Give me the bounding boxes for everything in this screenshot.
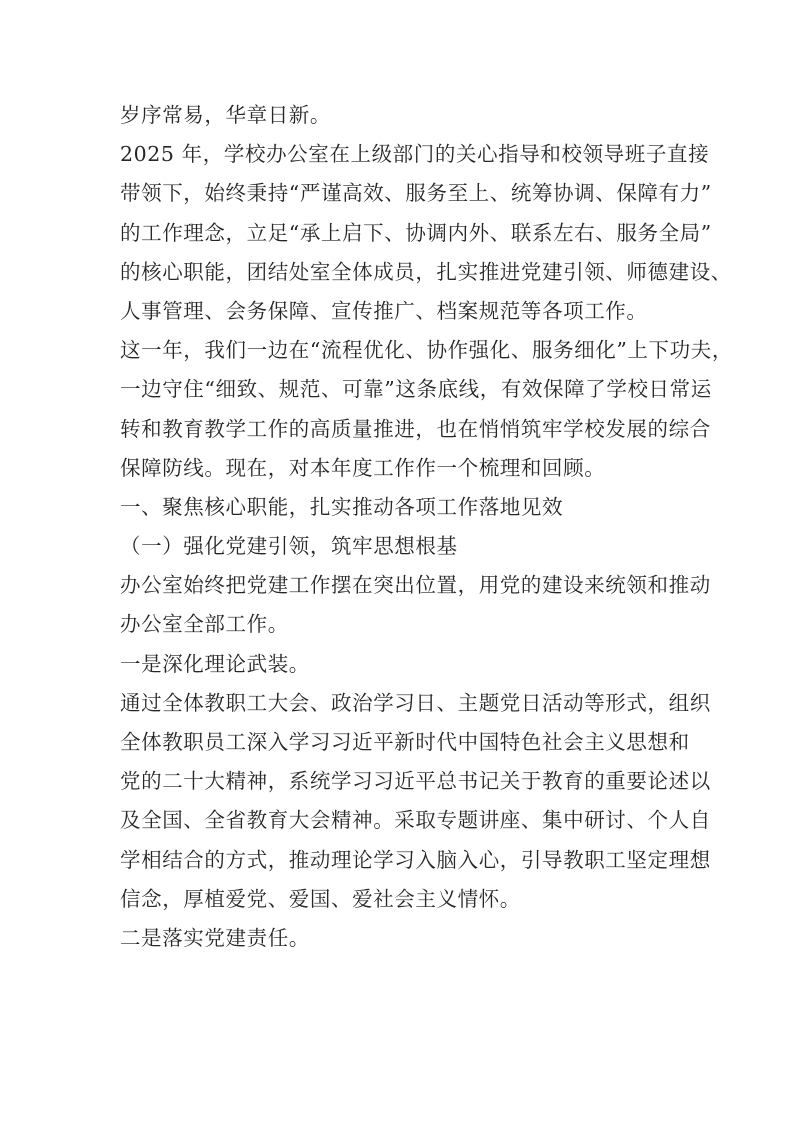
subsection-heading: （一）强化党建引领，筑牢思想根基 (120, 534, 458, 559)
paragraph-line: 人事管理、会务保障、宣传推广、档案规范等各项工作。 (120, 298, 648, 323)
paragraph-line: 的工作理念，立足“承上启下、协调内外、联系左右、服务全局” (120, 220, 712, 245)
item-heading: 一是深化理论武装。 (120, 651, 310, 676)
paragraph-line: 这一年，我们一边在“流程优化、协作强化、服务细化”上下功夫， (120, 338, 733, 363)
paragraph-line: 办公室始终把党建工作摆在突出位置，用党的建设来统领和推动 (120, 573, 711, 598)
paragraph-line: 保障防线。现在，对本年度工作作一个梳理和回顾。 (120, 455, 606, 480)
paragraph-line: 2025 年，学校办公室在上级部门的关心指导和校领导班子直接 (120, 142, 710, 167)
paragraph-line: 全体教职员工深入学习习近平新时代中国特色社会主义思想和 (120, 730, 690, 754)
section-heading: 一、聚焦核心职能，扎实推动各项工作落地见效 (120, 494, 564, 519)
paragraph-line: 一边守住“细致、规范、可靠”这条底线，有效保障了学校日常运 (120, 377, 712, 402)
document-page (120, 96, 733, 958)
paragraph-line: 通过全体教职工大会、政治学习日、主题党日活动等形式，组织 (120, 690, 711, 715)
paragraph-line: 转和教育教学工作的高质量推进，也在悄悄筑牢学校发展的综合 (120, 416, 711, 441)
opening-line: 岁序常易，华章日新。 (120, 103, 331, 127)
paragraph-line: 的核心职能，团结处室全体成员，扎实推进党建引领、师德建设、 (120, 259, 732, 284)
paragraph-line: 办公室全部工作。 (120, 612, 289, 637)
item-heading: 二是落实党建责任。 (120, 925, 310, 950)
paragraph-line: 党的二十大精神，系统学习习近平总书记关于教育的重要论述以 (120, 769, 711, 794)
paragraph-line: 信念，厚植爱党、爱国、爱社会主义情怀。 (120, 886, 521, 911)
paragraph-line: 及全国、全省教育大会精神。采取专题讲座、集中研讨、个人自 (120, 808, 711, 833)
paragraph-line: 带领下，始终秉持“严谨高效、服务至上、统筹协调、保障有力” (120, 181, 712, 206)
paragraph-line: 学相结合的方式，推动理论学习入脑入心，引导教职工坚定理想 (120, 847, 711, 872)
